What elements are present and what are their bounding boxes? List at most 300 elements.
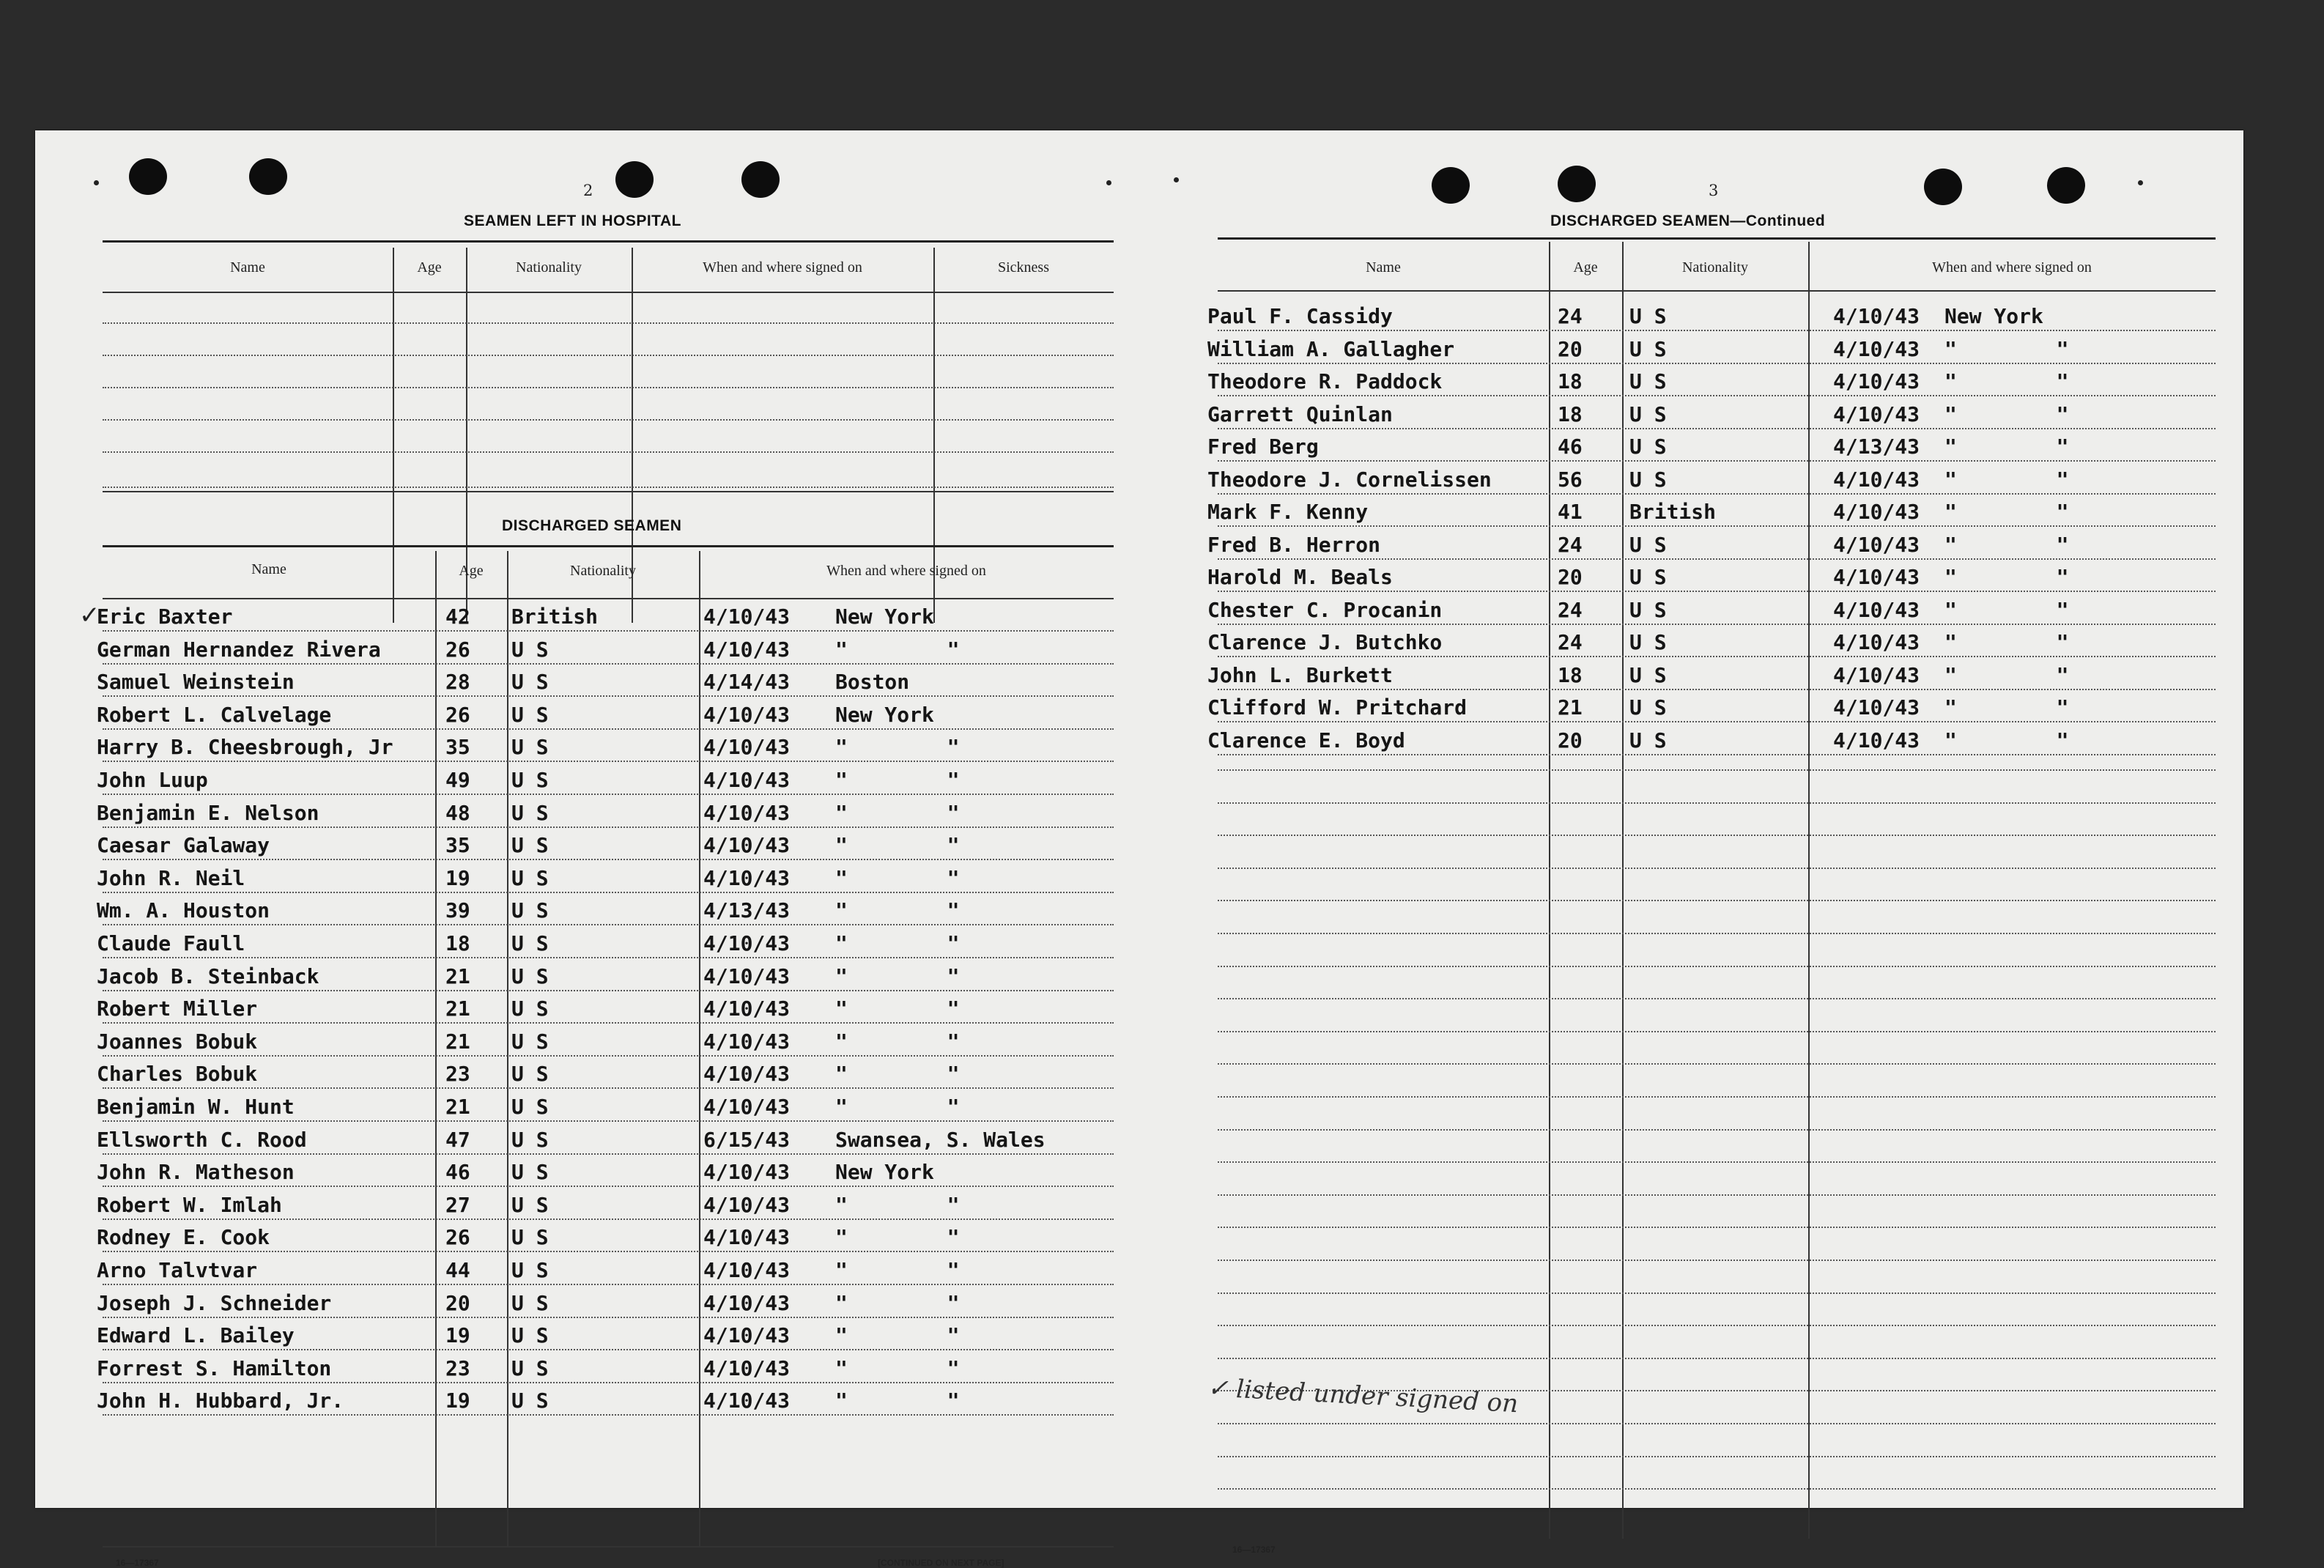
row-rule — [103, 1284, 1114, 1285]
signed-on-place: " " — [835, 1356, 985, 1380]
column-header-name: Name — [230, 259, 265, 275]
seaman-age: 18 — [1558, 662, 1583, 687]
signed-on-date: 4/10/43 — [703, 1095, 791, 1119]
row-rule — [1218, 493, 2216, 495]
seaman-age: 42 — [445, 604, 470, 629]
signed-on-place: " " — [1944, 336, 2094, 361]
signed-on-date: 4/10/43 — [703, 964, 791, 988]
seaman-nationality: British — [511, 604, 599, 629]
document-sheet — [35, 130, 2243, 1568]
seaman-age: 26 — [445, 637, 470, 662]
blank-entry-line — [1218, 933, 2216, 934]
seaman-age: 19 — [445, 865, 470, 890]
signed-on-date: 4/10/43 — [703, 768, 791, 792]
table-rule — [103, 491, 1114, 492]
seaman-age: 39 — [445, 898, 470, 923]
seaman-age: 21 — [445, 964, 470, 988]
signed-on-date: 4/10/43 — [1833, 695, 1920, 720]
table-divider — [435, 551, 437, 1546]
column-header-signed-on: When and where signed on — [826, 563, 986, 579]
row-rule — [103, 859, 1114, 860]
seaman-age: 44 — [445, 1258, 470, 1282]
paper-speck — [94, 180, 99, 185]
blank-entry-line — [103, 451, 1114, 453]
seaman-nationality: U S — [1629, 695, 1667, 720]
seaman-nationality: U S — [1629, 304, 1667, 328]
table-rule — [103, 240, 1114, 243]
column-header-name: Name — [251, 561, 286, 577]
seaman-nationality: U S — [1629, 369, 1667, 393]
seaman-nationality: U S — [1629, 728, 1667, 752]
seaman-name: Mark F. Kenny — [1207, 500, 1369, 524]
signed-on-place: " " — [1944, 728, 2094, 752]
signed-on-place: " " — [835, 1095, 985, 1119]
row-rule — [103, 1218, 1114, 1220]
punch-hole — [1558, 166, 1596, 202]
signed-on-place: " " — [835, 931, 985, 955]
row-rule — [1218, 330, 2216, 331]
signed-on-date: 4/10/43 — [703, 833, 791, 858]
form-number: 16—17367 — [1232, 1545, 1276, 1555]
blank-entry-line — [103, 419, 1114, 421]
signed-on-place: " " — [835, 1225, 985, 1250]
seaman-name: Wm. A. Houston — [97, 898, 270, 923]
check-mark: ✓ — [79, 601, 100, 630]
seaman-age: 47 — [445, 1127, 470, 1152]
seaman-age: 24 — [1558, 630, 1583, 654]
seaman-name: Rodney E. Cook — [97, 1225, 270, 1250]
seaman-nationality: U S — [511, 1062, 549, 1087]
blank-entry-line — [1218, 835, 2216, 836]
row-rule — [1218, 363, 2216, 364]
signed-on-date: 4/10/43 — [1833, 369, 1920, 393]
signed-on-date: 4/10/43 — [703, 604, 791, 629]
seaman-name: Benjamin W. Hunt — [97, 1095, 295, 1119]
signed-on-place: New York — [835, 604, 934, 629]
seaman-name: Arno Talvtvar — [97, 1258, 258, 1282]
signed-on-place: New York — [1944, 304, 2043, 328]
blank-entry-line — [1218, 900, 2216, 901]
seaman-name: Joannes Bobuk — [97, 1029, 258, 1054]
signed-on-place: " " — [835, 996, 985, 1021]
seaman-name: Robert W. Imlah — [97, 1192, 282, 1217]
signed-on-date: 4/10/43 — [1833, 630, 1920, 654]
row-rule — [103, 892, 1114, 893]
signed-on-date: 4/10/43 — [703, 1356, 791, 1380]
signed-on-date: 4/10/43 — [1833, 304, 1920, 328]
signed-on-date: 4/10/43 — [703, 637, 791, 662]
signed-on-date: 4/10/43 — [1833, 662, 1920, 687]
seaman-nationality: U S — [511, 768, 549, 792]
table-rule — [103, 545, 1114, 547]
signed-on-place: " " — [1944, 500, 2094, 524]
seaman-nationality: U S — [511, 670, 549, 695]
section-title-main: DISCHARGED SEAMEN — [1550, 212, 1731, 229]
blank-entry-line — [1218, 769, 2216, 771]
row-rule — [103, 1022, 1114, 1024]
signed-on-date: 4/13/43 — [703, 898, 791, 923]
blank-entry-line — [1218, 1063, 2216, 1065]
seaman-age: 49 — [445, 768, 470, 792]
punch-hole — [129, 158, 167, 195]
signed-on-date: 4/10/43 — [1833, 402, 1920, 426]
row-rule — [103, 1087, 1114, 1089]
seaman-name: John L. Burkett — [1207, 662, 1393, 687]
seaman-name: Clifford W. Pritchard — [1207, 695, 1468, 720]
signed-on-place: " " — [1944, 695, 2094, 720]
seaman-nationality: U S — [1629, 565, 1667, 589]
signed-on-place: " " — [835, 898, 985, 923]
row-rule — [1218, 591, 2216, 592]
signed-on-place: New York — [835, 702, 934, 727]
seaman-age: 41 — [1558, 500, 1583, 524]
row-rule — [103, 695, 1114, 697]
seaman-nationality: U S — [511, 996, 549, 1021]
signed-on-place: " " — [835, 865, 985, 890]
signed-on-date: 4/10/43 — [1833, 728, 1920, 752]
signed-on-place: Swansea, S. Wales — [835, 1127, 1046, 1152]
row-rule — [1218, 558, 2216, 560]
table-rule — [1218, 290, 2216, 292]
seaman-age: 35 — [445, 833, 470, 858]
seaman-name: Joseph J. Schneider — [97, 1290, 332, 1315]
seaman-nationality: U S — [511, 964, 549, 988]
seaman-age: 20 — [1558, 565, 1583, 589]
continued-note: [CONTINUED ON NEXT PAGE] — [878, 1558, 1004, 1568]
seaman-name: John R. Neil — [97, 865, 245, 890]
seaman-age: 19 — [445, 1323, 470, 1348]
row-rule — [103, 957, 1114, 958]
row-rule — [103, 1251, 1114, 1252]
signed-on-date: 4/10/43 — [703, 1290, 791, 1315]
row-rule — [103, 990, 1114, 991]
seaman-age: 24 — [1558, 597, 1583, 622]
signed-on-date: 6/15/43 — [703, 1127, 791, 1152]
seaman-name: Harry B. Cheesbrough, Jr — [97, 735, 393, 760]
row-rule — [103, 1349, 1114, 1350]
punch-hole — [1432, 167, 1470, 204]
seaman-nationality: U S — [1629, 402, 1667, 426]
seaman-name: Robert Miller — [97, 996, 258, 1021]
blank-entry-line — [103, 387, 1114, 388]
signed-on-date: 4/10/43 — [703, 1323, 791, 1348]
row-rule — [1218, 460, 2216, 462]
row-rule — [103, 924, 1114, 925]
signed-on-date: 4/10/43 — [703, 800, 791, 825]
signed-on-date: 4/10/43 — [703, 1160, 791, 1185]
seaman-nationality: U S — [511, 1095, 549, 1119]
row-rule — [103, 1153, 1114, 1155]
seaman-nationality: U S — [511, 1192, 549, 1217]
seaman-nationality: U S — [1629, 532, 1667, 557]
seaman-nationality: U S — [511, 637, 549, 662]
signed-on-place: Boston — [835, 670, 910, 695]
seaman-age: 23 — [445, 1356, 470, 1380]
signed-on-place: " " — [835, 964, 985, 988]
signed-on-date: 4/10/43 — [703, 1062, 791, 1087]
blank-entry-line — [1218, 1161, 2216, 1163]
seaman-name: Claude Faull — [97, 931, 245, 955]
seaman-age: 46 — [1558, 434, 1583, 459]
signed-on-date: 4/10/43 — [703, 931, 791, 955]
seaman-age: 18 — [1558, 369, 1583, 393]
seaman-age: 21 — [445, 1029, 470, 1054]
signed-on-place: " " — [835, 800, 985, 825]
blank-entry-line — [103, 355, 1114, 356]
signed-on-date: 4/10/43 — [1833, 532, 1920, 557]
seaman-nationality: British — [1629, 500, 1717, 524]
signed-on-date: 4/10/43 — [703, 1258, 791, 1282]
signed-on-place: " " — [1944, 630, 2094, 654]
seaman-name: Caesar Galaway — [97, 833, 270, 858]
punch-hole — [2047, 167, 2085, 204]
seaman-name: Ellsworth C. Rood — [97, 1127, 307, 1152]
table-rule — [103, 598, 1114, 599]
signed-on-place: " " — [835, 1192, 985, 1217]
row-rule — [1218, 754, 2216, 755]
seaman-nationality: U S — [511, 800, 549, 825]
signed-on-place: " " — [835, 1062, 985, 1087]
row-rule — [103, 728, 1114, 730]
seaman-age: 28 — [445, 670, 470, 695]
seaman-nationality: U S — [511, 833, 549, 858]
row-rule — [103, 1120, 1114, 1122]
row-rule — [1218, 689, 2216, 690]
blank-entry-line — [1218, 1325, 2216, 1326]
seaman-age: 21 — [445, 996, 470, 1021]
punch-hole — [249, 158, 287, 195]
row-rule — [1218, 395, 2216, 396]
seaman-nationality: U S — [511, 1127, 549, 1152]
blank-entry-line — [1218, 868, 2216, 869]
seaman-nationality: U S — [1629, 630, 1667, 654]
seaman-age: 35 — [445, 735, 470, 760]
blank-entry-line — [103, 487, 1114, 488]
seaman-age: 48 — [445, 800, 470, 825]
paper-speck — [1106, 180, 1111, 185]
seaman-name: Garrett Quinlan — [1207, 402, 1393, 426]
signed-on-date: 4/10/43 — [703, 996, 791, 1021]
blank-entry-line — [1218, 1129, 2216, 1131]
column-header-age: Age — [1573, 259, 1598, 275]
seaman-age: 18 — [1558, 402, 1583, 426]
paper-speck — [1174, 177, 1179, 182]
row-rule — [1218, 428, 2216, 429]
seaman-nationality: U S — [511, 1290, 549, 1315]
blank-entry-line — [1218, 966, 2216, 967]
seaman-name: Fred Berg — [1207, 434, 1319, 459]
seaman-age: 27 — [445, 1192, 470, 1217]
seaman-age: 26 — [445, 1225, 470, 1250]
seaman-nationality: U S — [511, 1323, 549, 1348]
seaman-name: John Luup — [97, 768, 208, 792]
blank-entry-line — [1218, 1456, 2216, 1457]
row-rule — [103, 630, 1114, 632]
signed-on-place: " " — [1944, 565, 2094, 589]
column-header-age: Age — [459, 563, 484, 579]
signed-on-date: 4/10/43 — [703, 865, 791, 890]
seaman-name: Clarence E. Boyd — [1207, 728, 1405, 752]
seaman-nationality: U S — [1629, 434, 1667, 459]
row-rule — [103, 1055, 1114, 1057]
seaman-nationality: U S — [511, 1225, 549, 1250]
blank-entry-line — [1218, 1488, 2216, 1490]
signed-on-place: " " — [835, 1323, 985, 1348]
seaman-age: 21 — [1558, 695, 1583, 720]
seaman-name: Harold M. Beals — [1207, 565, 1393, 589]
signed-on-date: 4/14/43 — [703, 670, 791, 695]
table-rule — [103, 292, 1114, 293]
table-divider — [507, 551, 508, 1546]
punch-hole — [615, 161, 654, 198]
signed-on-place: " " — [835, 1290, 985, 1315]
table-divider — [1549, 242, 1550, 1539]
seaman-name: Edward L. Bailey — [97, 1323, 295, 1348]
seaman-name: Jacob B. Steinback — [97, 964, 319, 988]
row-rule — [1218, 525, 2216, 527]
signed-on-date: 4/13/43 — [1833, 434, 1920, 459]
seaman-nationality: U S — [511, 702, 549, 727]
column-header-nationality: Nationality — [516, 259, 582, 275]
seaman-name: Paul F. Cassidy — [1207, 304, 1393, 328]
seaman-nationality: U S — [511, 865, 549, 890]
seaman-name: Charles Bobuk — [97, 1062, 258, 1087]
section-title — [1550, 212, 1825, 230]
signed-on-date: 4/10/43 — [1833, 597, 1920, 622]
seaman-name: William A. Gallagher — [1207, 336, 1455, 361]
page-number: 2 — [583, 182, 593, 199]
signed-on-place: " " — [835, 833, 985, 858]
section-title-suffix: —Continued — [1730, 212, 1826, 229]
seaman-name: Theodore J. Cornelissen — [1207, 467, 1492, 492]
row-rule — [103, 761, 1114, 762]
seaman-nationality: U S — [511, 1160, 549, 1185]
seaman-name: Fred B. Herron — [1207, 532, 1381, 557]
seaman-age: 26 — [445, 702, 470, 727]
seaman-nationality: U S — [1629, 467, 1667, 492]
signed-on-place: " " — [1944, 369, 2094, 393]
handwritten-note: ✓ listed under signed on — [1206, 1373, 1520, 1419]
signed-on-date: 4/10/43 — [703, 1388, 791, 1413]
row-rule — [103, 794, 1114, 795]
row-rule — [103, 1414, 1114, 1416]
signed-on-place: " " — [835, 1029, 985, 1054]
row-rule — [1218, 721, 2216, 722]
blank-entry-line — [1218, 1293, 2216, 1294]
seaman-age: 24 — [1558, 304, 1583, 328]
seaman-name: John H. Hubbard, Jr. — [97, 1388, 344, 1413]
table-divider — [699, 551, 700, 1546]
row-rule — [1218, 624, 2216, 625]
signed-on-place: " " — [835, 637, 985, 662]
paper-speck — [2138, 180, 2143, 185]
seaman-age: 23 — [445, 1062, 470, 1087]
seaman-nationality: U S — [511, 1029, 549, 1054]
blank-entry-line — [1218, 1096, 2216, 1098]
seaman-age: 20 — [1558, 728, 1583, 752]
signed-on-date: 4/10/43 — [1833, 500, 1920, 524]
seaman-nationality: U S — [1629, 597, 1667, 622]
seaman-age: 20 — [445, 1290, 470, 1315]
row-rule — [1218, 656, 2216, 657]
signed-on-place: " " — [835, 735, 985, 760]
seaman-nationality: U S — [1629, 662, 1667, 687]
seaman-age: 21 — [445, 1095, 470, 1119]
column-header-signed-on: When and where signed on — [1932, 259, 2092, 275]
column-header-name: Name — [1366, 259, 1401, 275]
row-rule — [103, 1317, 1114, 1318]
seaman-name: John R. Matheson — [97, 1160, 295, 1185]
seaman-name: Theodore R. Paddock — [1207, 369, 1443, 393]
blank-entry-line — [1218, 1194, 2216, 1196]
row-rule — [103, 663, 1114, 665]
seaman-age: 24 — [1558, 532, 1583, 557]
table-rule — [103, 1546, 1114, 1547]
table-divider — [1622, 242, 1624, 1539]
blank-entry-line — [1218, 1423, 2216, 1424]
seaman-name: Robert L. Calvelage — [97, 702, 332, 727]
table-divider — [1808, 242, 1810, 1539]
column-header-nationality: Nationality — [1682, 259, 1748, 275]
seaman-age: 18 — [445, 931, 470, 955]
signed-on-place: " " — [1944, 597, 2094, 622]
signed-on-date: 4/10/43 — [703, 1029, 791, 1054]
blank-entry-line — [1218, 1260, 2216, 1261]
blank-entry-line — [1218, 1031, 2216, 1032]
signed-on-place: " " — [835, 1388, 985, 1413]
signed-on-place: " " — [835, 1258, 985, 1282]
seaman-nationality: U S — [511, 1356, 549, 1380]
seaman-nationality: U S — [511, 898, 549, 923]
column-header-age: Age — [417, 259, 442, 275]
signed-on-date: 4/10/43 — [1833, 565, 1920, 589]
row-rule — [103, 826, 1114, 828]
seaman-name: Samuel Weinstein — [97, 670, 295, 695]
seaman-name: Eric Baxter — [97, 604, 233, 629]
seaman-nationality: U S — [511, 931, 549, 955]
table-rule — [1218, 237, 2216, 240]
seaman-age: 46 — [445, 1160, 470, 1185]
row-rule — [103, 1382, 1114, 1383]
signed-on-place: " " — [1944, 434, 2094, 459]
column-header-signed-on: When and where signed on — [703, 259, 862, 275]
row-rule — [103, 1186, 1114, 1187]
seaman-nationality: U S — [1629, 336, 1667, 361]
seaman-name: Clarence J. Butchko — [1207, 630, 1443, 654]
discharged-section-title: DISCHARGED SEAMEN — [502, 517, 682, 534]
seaman-name: Forrest S. Hamilton — [97, 1356, 332, 1380]
seaman-nationality: U S — [511, 1388, 549, 1413]
blank-entry-line — [103, 322, 1114, 324]
signed-on-place: " " — [1944, 532, 2094, 557]
seaman-age: 19 — [445, 1388, 470, 1413]
seaman-age: 56 — [1558, 467, 1583, 492]
column-header-sickness: Sickness — [998, 259, 1049, 275]
page-number: 3 — [1709, 182, 1719, 199]
blank-entry-line — [1218, 998, 2216, 999]
seaman-nationality: U S — [511, 735, 549, 760]
seaman-name: German Hernandez Rivera — [97, 637, 381, 662]
blank-entry-line — [1218, 1227, 2216, 1228]
signed-on-place: " " — [1944, 467, 2094, 492]
signed-on-place: " " — [835, 768, 985, 792]
signed-on-date: 4/10/43 — [703, 1192, 791, 1217]
signed-on-date: 4/10/43 — [703, 1225, 791, 1250]
signed-on-date: 4/10/43 — [703, 735, 791, 760]
signed-on-place: " " — [1944, 402, 2094, 426]
blank-entry-line — [1218, 802, 2216, 804]
column-header-nationality: Nationality — [570, 563, 636, 579]
